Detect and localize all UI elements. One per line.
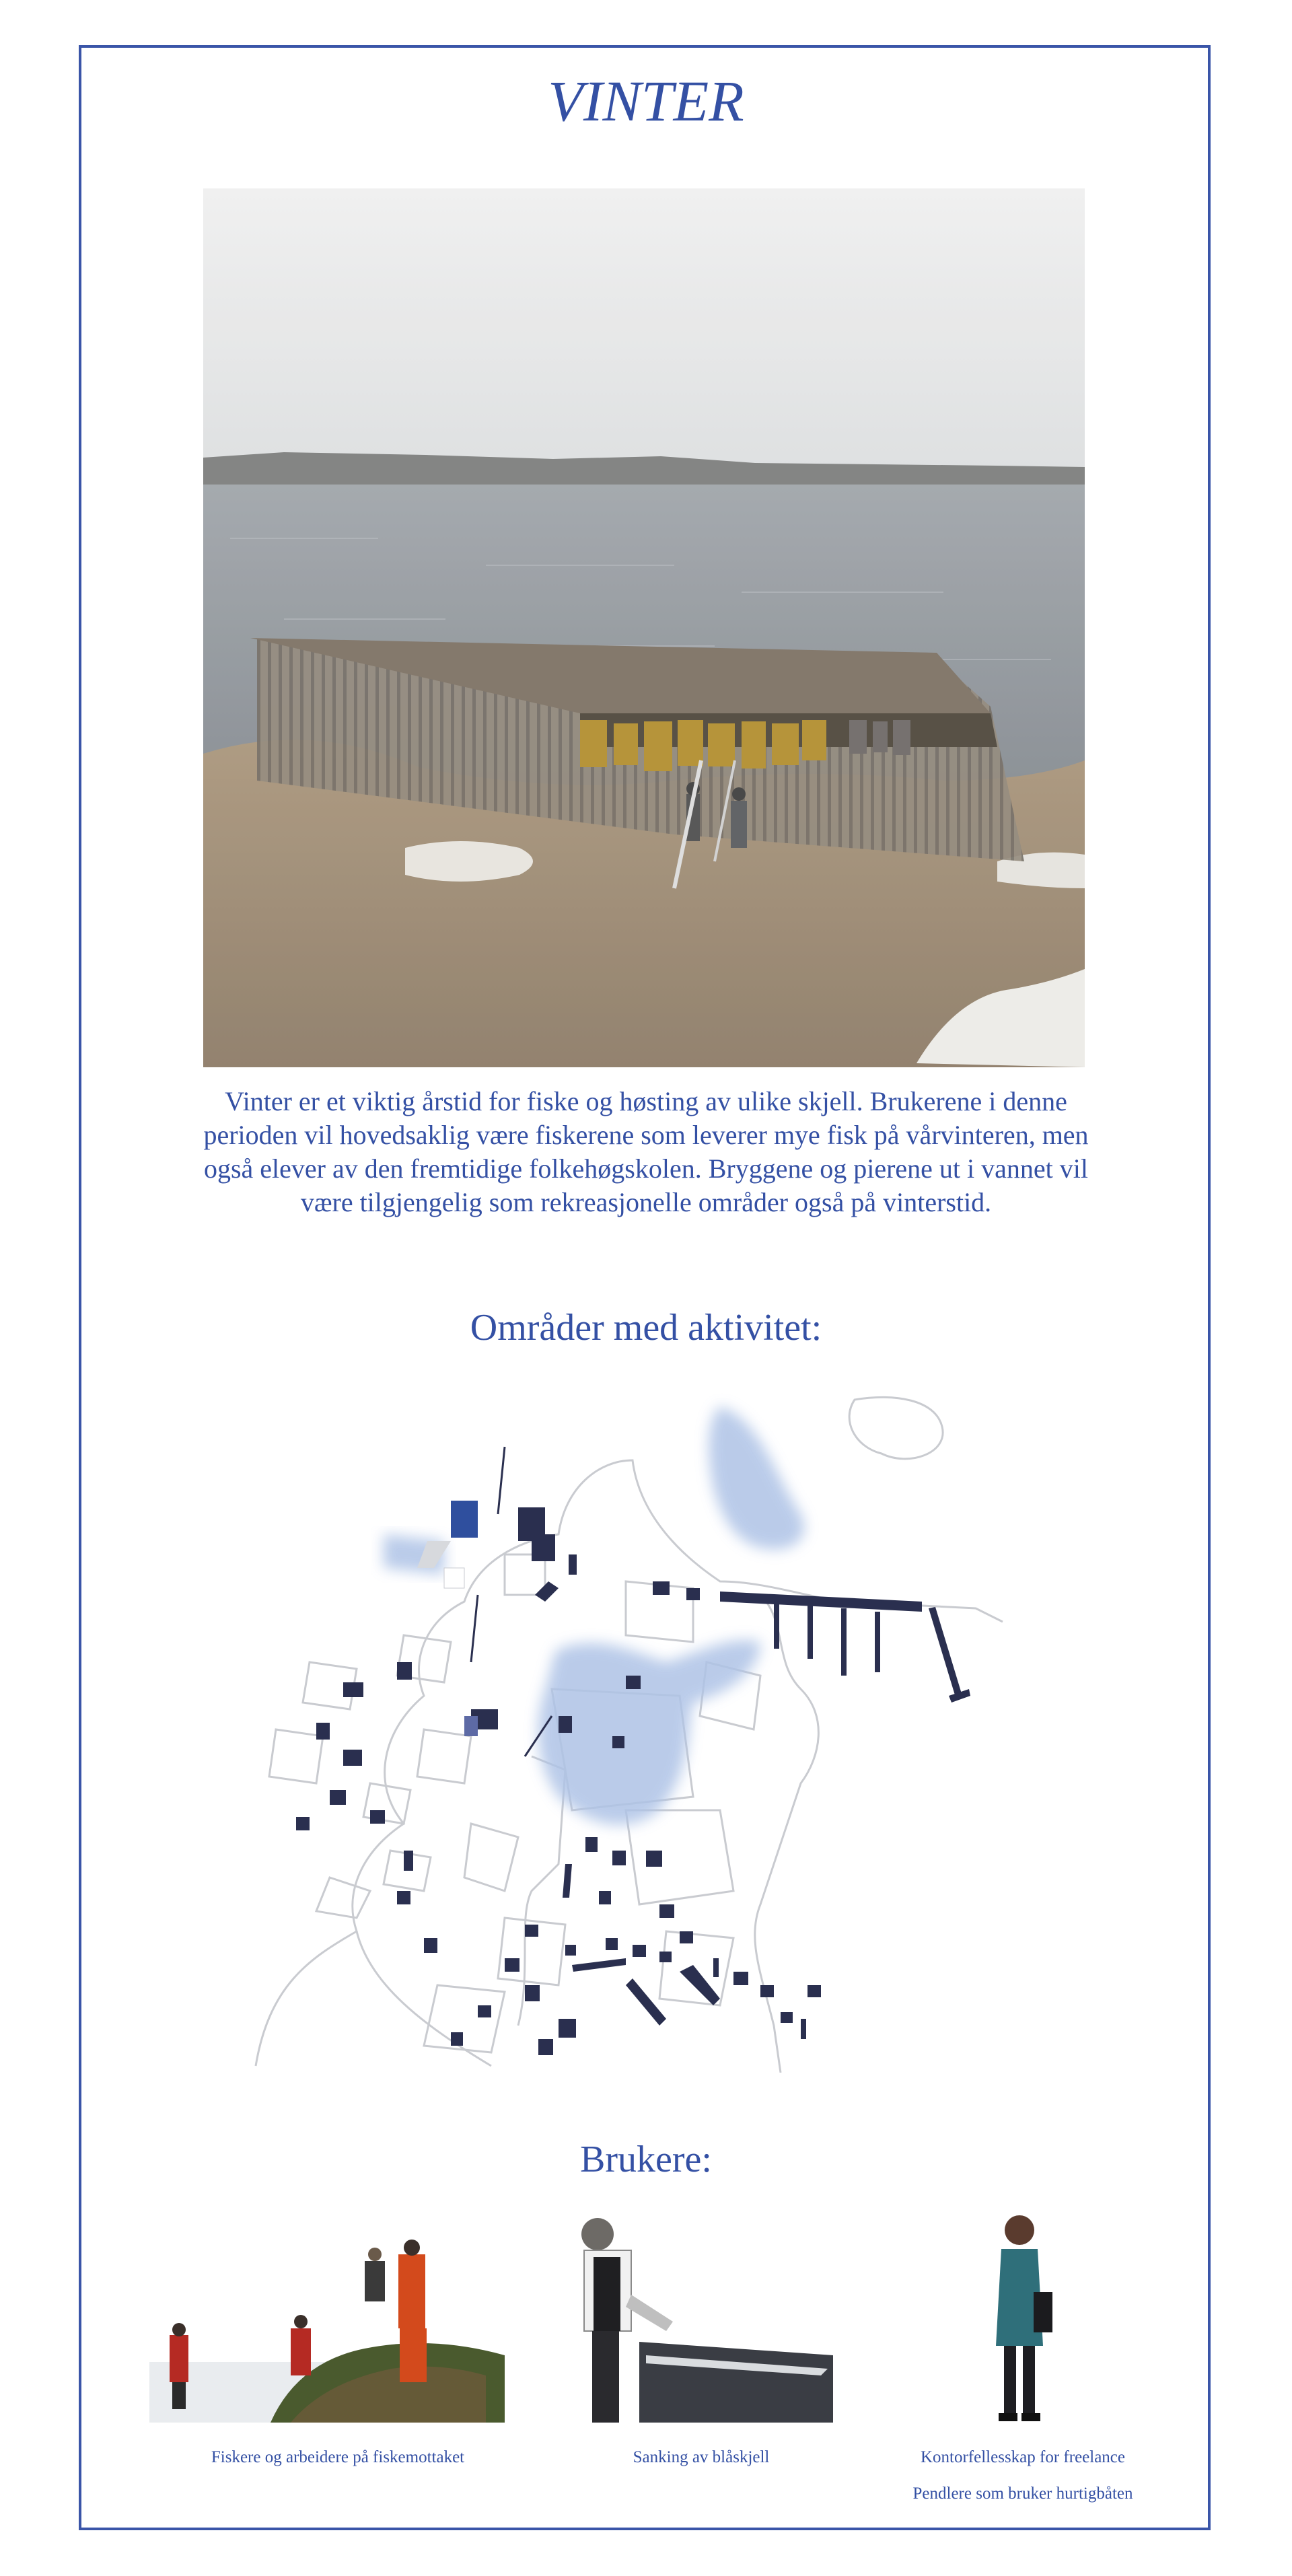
user-caption-mussels: Sanking av blåskjell [633,2448,770,2466]
mussel-harvesting-photo [572,2207,833,2423]
users-heading: Brukere: [580,2139,712,2180]
user-caption-fishermen: Fiskere og arbeidere på fiskemottaket [211,2448,465,2466]
office-worker-photo [969,2211,1070,2425]
user-caption-office: Kontorfellesskap for freelance [920,2448,1126,2466]
intro-paragraph: Vinter er et viktig årstid for fiske og høsting av ulike skjell. Brukerene i denne perioden vil hovedsaklig være fiskerene som leverer mye fisk på vårvinteren, men også elever av den fremtidige folkehøgskolen. Bryggene og pierene ut i vannet vil være tilgjengelig som rekreasjonelle områder også på vinterstid. [203,1086,1089,1217]
site-map [249,1380,1056,2073]
page-title: VINTER [548,69,744,133]
fishermen-photo [149,2201,505,2423]
winter-scene-image [203,188,1085,1067]
areas-heading: Områder med aktivitet: [470,1307,822,1349]
user-caption-commuters: Pendlere som bruker hurtigbåten [912,2484,1133,2503]
